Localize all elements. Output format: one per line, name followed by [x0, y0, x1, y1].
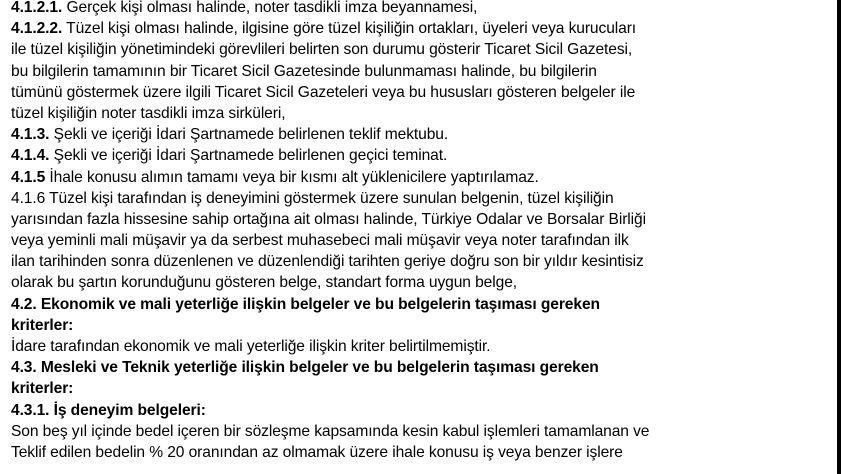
- text-line: [11, 39, 833, 60]
- clause-number: 4.1.2.2.: [11, 20, 63, 38]
- clause-number: 4.1.5: [11, 168, 46, 186]
- clause-number: 4.1.4.: [11, 147, 50, 165]
- text-line: [11, 18, 833, 39]
- text-line: [11, 272, 833, 293]
- text-line: [11, 188, 833, 209]
- subsection-heading-text: 4.3.1. İş deneyim belgeleri:: [11, 401, 206, 419]
- text-line: [11, 145, 833, 166]
- clause-text: veya yeminli mali müşavir ya da serbest muhasebeci mali müşavir veya noter tarafından ilk: [11, 232, 629, 250]
- text-line: [11, 230, 833, 251]
- text-line: [11, 61, 833, 82]
- clause-text: 4.1.6 Tüzel kişi tarafından iş deneyimini göstermek üzere sunulan belgenin, tüzel kişiliğin: [11, 189, 614, 207]
- clause-text: Gerçek kişi olması halinde, noter tasdikli imza beyannamesi,: [62, 0, 478, 16]
- text-line: [11, 421, 833, 442]
- text-line: [11, 124, 833, 145]
- text-line: [11, 82, 833, 103]
- text-line: [11, 209, 833, 230]
- section-heading-text: 4.3. Mesleki ve Teknik yeterliğe ilişkin belgeler ve bu belgelerin taşıması gereken: [11, 359, 599, 377]
- section-heading-cont: [11, 378, 833, 399]
- section-heading-text: kriterler:: [11, 380, 74, 398]
- clause-number: 4.1.3.: [11, 126, 50, 144]
- clause-number: 4.1.2.1.: [11, 0, 63, 16]
- section-heading-text: kriterler:: [11, 316, 74, 334]
- text-line: [11, 167, 833, 188]
- clause-text: Şekli ve içeriği İdari Şartnamede belirlenen teklif mektubu.: [49, 126, 449, 144]
- section-heading-text: 4.2. Ekonomik ve mali yeterliğe ilişkin belgeler ve bu belgelerin taşıması gereken: [11, 295, 600, 313]
- clause-text: ilan tarihinden sonra düzenlenen ve düzenlendiği tarihten geriye doğru son bir yıldır kesintisiz: [11, 253, 644, 271]
- clause-text: olarak bu şartın korunduğunu gösteren belge, standart forma uygun belge,: [11, 274, 518, 292]
- document-body: [11, 0, 833, 463]
- section-heading: [11, 357, 833, 378]
- clause-text: İdare tarafından ekonomik ve mali yeterliğe ilişkin kriter belirtilmemiştir.: [11, 338, 491, 355]
- subsection-heading: [11, 400, 833, 421]
- clause-text: Son beş yıl içinde bedel içeren bir sözleşme kapsamında kesin kabul işlemleri tamamlanan ve: [11, 422, 650, 440]
- clause-text: yarısından fazla hissesine sahip ortağına ait olması halinde, Türkiye Odalar ve Borsalar Birliği: [11, 210, 646, 228]
- text-line: [11, 103, 833, 124]
- clause-text: tümünü göstermek üzere ilgili Ticaret Sicil Gazeteleri veya bu hususları gösteren belgeler ile: [11, 83, 636, 101]
- text-line: [11, 251, 833, 272]
- text-line: [11, 0, 833, 18]
- clause-text: İhale konusu alımın tamamı veya bir kısmı alt yüklenicilere yaptırılamaz.: [45, 168, 539, 186]
- section-heading: [11, 294, 833, 315]
- text-line: [11, 336, 833, 357]
- clause-text: Tüzel kişi olması halinde, ilgisine göre tüzel kişiliğin ortakları, üyeleri veya kurucuları: [62, 20, 637, 38]
- clause-text: tüzel kişiliğin noter tasdikli imza sirküleri,: [11, 104, 286, 122]
- text-line: [11, 442, 833, 463]
- section-heading-cont: [11, 315, 833, 336]
- clause-text: bu bilgilerin tamamının bir Ticaret Sicil Gazetesinde bulunmaması halinde, bu bilgilerin: [11, 62, 597, 80]
- clause-text: Şekli ve içeriği İdari Şartnamede belirlenen geçici teminat.: [49, 147, 448, 165]
- clause-text: Teklif edilen bedelin % 20 oranından az olmamak üzere ihale konusu iş veya benzer işlere: [11, 443, 623, 461]
- clause-text: ile tüzel kişiliğin yönetimindeki görevlileri belirten son durumu gösterir Ticaret Sicil Gazetesi,: [11, 41, 633, 59]
